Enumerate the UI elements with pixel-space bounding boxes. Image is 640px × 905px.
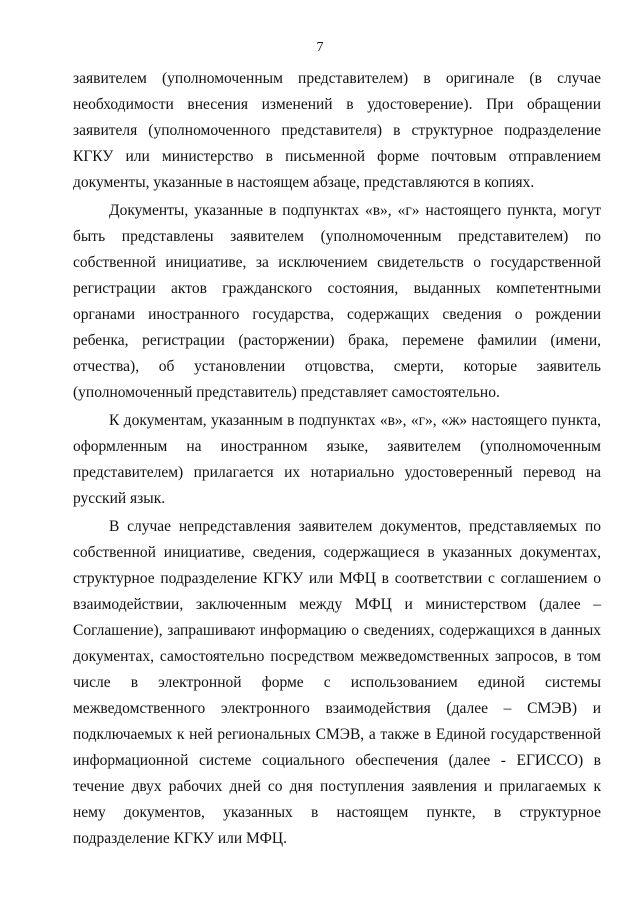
page-number: 7 [316, 40, 324, 55]
paragraph-optional-documents: Документы, указанные в подпунктах «в», «г» настоящего пункта, могут быть представлены заявителем (уполномоченным представителем) по собственной инициативе, за исключением свидетельств о государственной регистрации актов гражданского состояния, выданных компетентными органами иностранного государства, содержащих сведения о рождении ребенка, регистрации (расторжении) брака, перемене фамилии (имени, отчества), об установлении отцовства, смерти, которые заявитель (уполномоченный представитель) представляет самостоятельно. [73, 202, 601, 401]
paragraph-interagency-requests: В случае непредставления заявителем документов, представляемых по собственной инициативе, сведения, содержащиеся в указанных документах, структурное подразделение КГКУ или МФЦ в соответствии с соглашением о взаимодействии, заключенным между МФЦ и министерством (далее – Соглашение), запрашивают информацию о сведениях, содержащихся в данных документах, самостоятельно посредством межведомственных запросов, в том числе в электронной форме с использованием единой системы межведомственного электронного взаимодействия (далее – СМЭВ) и подключаемых к ней региональных СМЭВ, а также в Единой государственной информационной системе социального обеспечения (далее - ЕГИССО) в течение двух рабочих дней со дня поступления заявления и прилагаемых к нему документов, указанных в настоящем пункте, в структурное подразделение КГКУ или МФЦ. [73, 518, 601, 847]
paragraph-continuation: заявителем (уполномоченным представителем) в оригинале (в случае необходимости внесения изменений в удостоверение). При обращении заявителя (уполномоченного представителя) в структурное подразделение КГКУ или министерство в письменной форме почтовым отправлением документы, указанные в настоящем абзаце, представляются в копиях. [73, 70, 601, 191]
paragraph-translation: К документам, указанным в подпунктах «в», «г», «ж» настоящего пункта, оформленным на иностранном языке, заявителем (уполномоченным представителем) прилагается их нотариально удостоверенный перевод на русский язык. [73, 412, 601, 507]
document-body [73, 66, 601, 852]
